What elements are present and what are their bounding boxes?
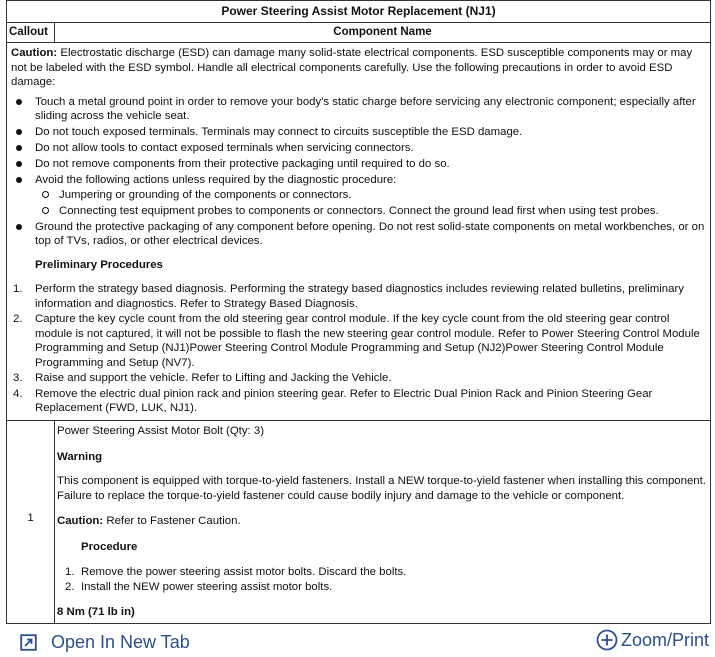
open-in-new-tab-label: Open In New Tab [51,632,190,652]
avoid-actions-sublist [35,188,706,219]
list-item: Touch a metal ground point in order to remove your body's static charge before servicing any electronic component; especially after sliding across the vehicle seat. [11,95,706,124]
fastener-caution [57,514,706,529]
procedure-heading: Procedure [81,540,138,553]
step-text: Remove the power steering assist motor bolts. Discard the bolts. [81,566,407,578]
step-text: Capture the key cycle count from the old steering gear control module. If the key cycle count from the old steering gear control module is not captured, it will not be possible to flash the new steering gear control module. Refer to Power Steering Control Module Programming and Setup (NJ1)Power Steering Control Module Programming and Setup (NJ2)Power Steering Control Module Programming and Setup (NV7). [35,313,700,369]
esd-precautions-list [11,95,706,249]
caution-text: Refer to Fastener Caution. [103,515,241,527]
preliminary-steps-list [11,282,706,416]
list-item: Do not allow tools to contact exposed terminals when servicing connectors. [11,141,706,156]
step-number: 4. [13,387,23,400]
step-text: Remove the electric dual pinion rack and pinion steering gear. Refer to Electric Dual Pinion Rack and Pinion Steering Gear Replacement (FWD, LUK, NJ1). [35,387,653,414]
open-in-new-tab-icon [20,634,37,651]
step-number: 1. [65,566,75,578]
footer-bar [0,624,715,657]
caution-text: Electrostatic discharge (ESD) can damage many solid-state electrical components. ESD susceptible components may or may not be labeled with the ESD symbol. Handle all electrical components carefully. Use the following precautions in order to avoid ESD damage: [11,47,693,88]
sub-list-item: Connecting test equipment probes to components or connectors. Connect the ground lead first when using test probes. [35,204,706,219]
open-in-new-tab-link[interactable] [20,632,190,653]
list-item [11,371,706,386]
list-item [11,282,706,311]
list-item [11,312,706,370]
esd-caution-section [7,43,710,421]
sub-list-item: Jumpering or grounding of the components or connectors. [35,188,706,203]
step-number: 2. [65,580,75,593]
list-item: Ground the protective packaging of any component before opening. Do not rest solid-state components on metal workbenches, or on top of TVs, radios, or other electrical devices. [11,220,706,249]
warning-text: This component is equipped with torque-to-yield fasteners. Install a NEW torque-to-yield fastener when installing this component. Failure to replace the torque-to-yield fastener could cause bodily injury and damage to the vehicle or component. [57,475,706,502]
caution-label: Caution: [11,47,58,59]
procedure-steps-list [57,565,706,594]
list-item [57,565,706,580]
step-text: Perform the strategy based diagnosis. Performing the strategy based diagnostics includes reviewing related bulletins, preliminary information and diagnostics. Refer to Strategy Based Diagnosis. [35,283,684,310]
step-number: 3. [13,372,23,384]
step-number: 2. [13,313,23,325]
table-header [7,23,710,43]
list-item-text: Avoid the following actions unless required by the diagnostic procedure: [35,174,397,186]
caution-label: Caution: [57,515,104,527]
step-text: Install the NEW power steering assist motor bolts. [81,580,333,593]
warning-heading: Warning [57,450,103,463]
list-item [11,173,706,218]
step-number: 1. [13,283,23,295]
list-item: Do not touch exposed terminals. Terminals may connect to circuits susceptible the ESD damage. [11,125,706,140]
component-cell [55,421,710,624]
preliminary-procedures-heading: Preliminary Procedures [35,258,163,271]
component-name: Power Steering Assist Motor Bolt (Qty: 3) [57,425,264,437]
list-item: Do not remove components from their protective packaging until required to do so. [11,157,706,172]
esd-caution-paragraph [11,46,706,90]
zoom-print-link[interactable] [596,629,709,651]
callout-number: 1 [7,421,55,624]
callout-column-header: Callout [7,23,55,42]
list-item [57,580,706,595]
list-item [11,387,706,416]
torque-spec: 8 Nm (71 lb in) [57,606,135,618]
procedure-document [6,0,711,624]
zoom-print-label: Zoom/Print [620,629,709,650]
zoom-plus-icon [596,629,618,651]
document-title: Power Steering Assist Motor Replacement (NJ1) [7,1,710,23]
component-name-column-header: Component Name [333,26,432,38]
step-text: Raise and support the vehicle. Refer to Lifting and Jacking the Vehicle. [35,372,392,384]
table-row [7,421,710,624]
